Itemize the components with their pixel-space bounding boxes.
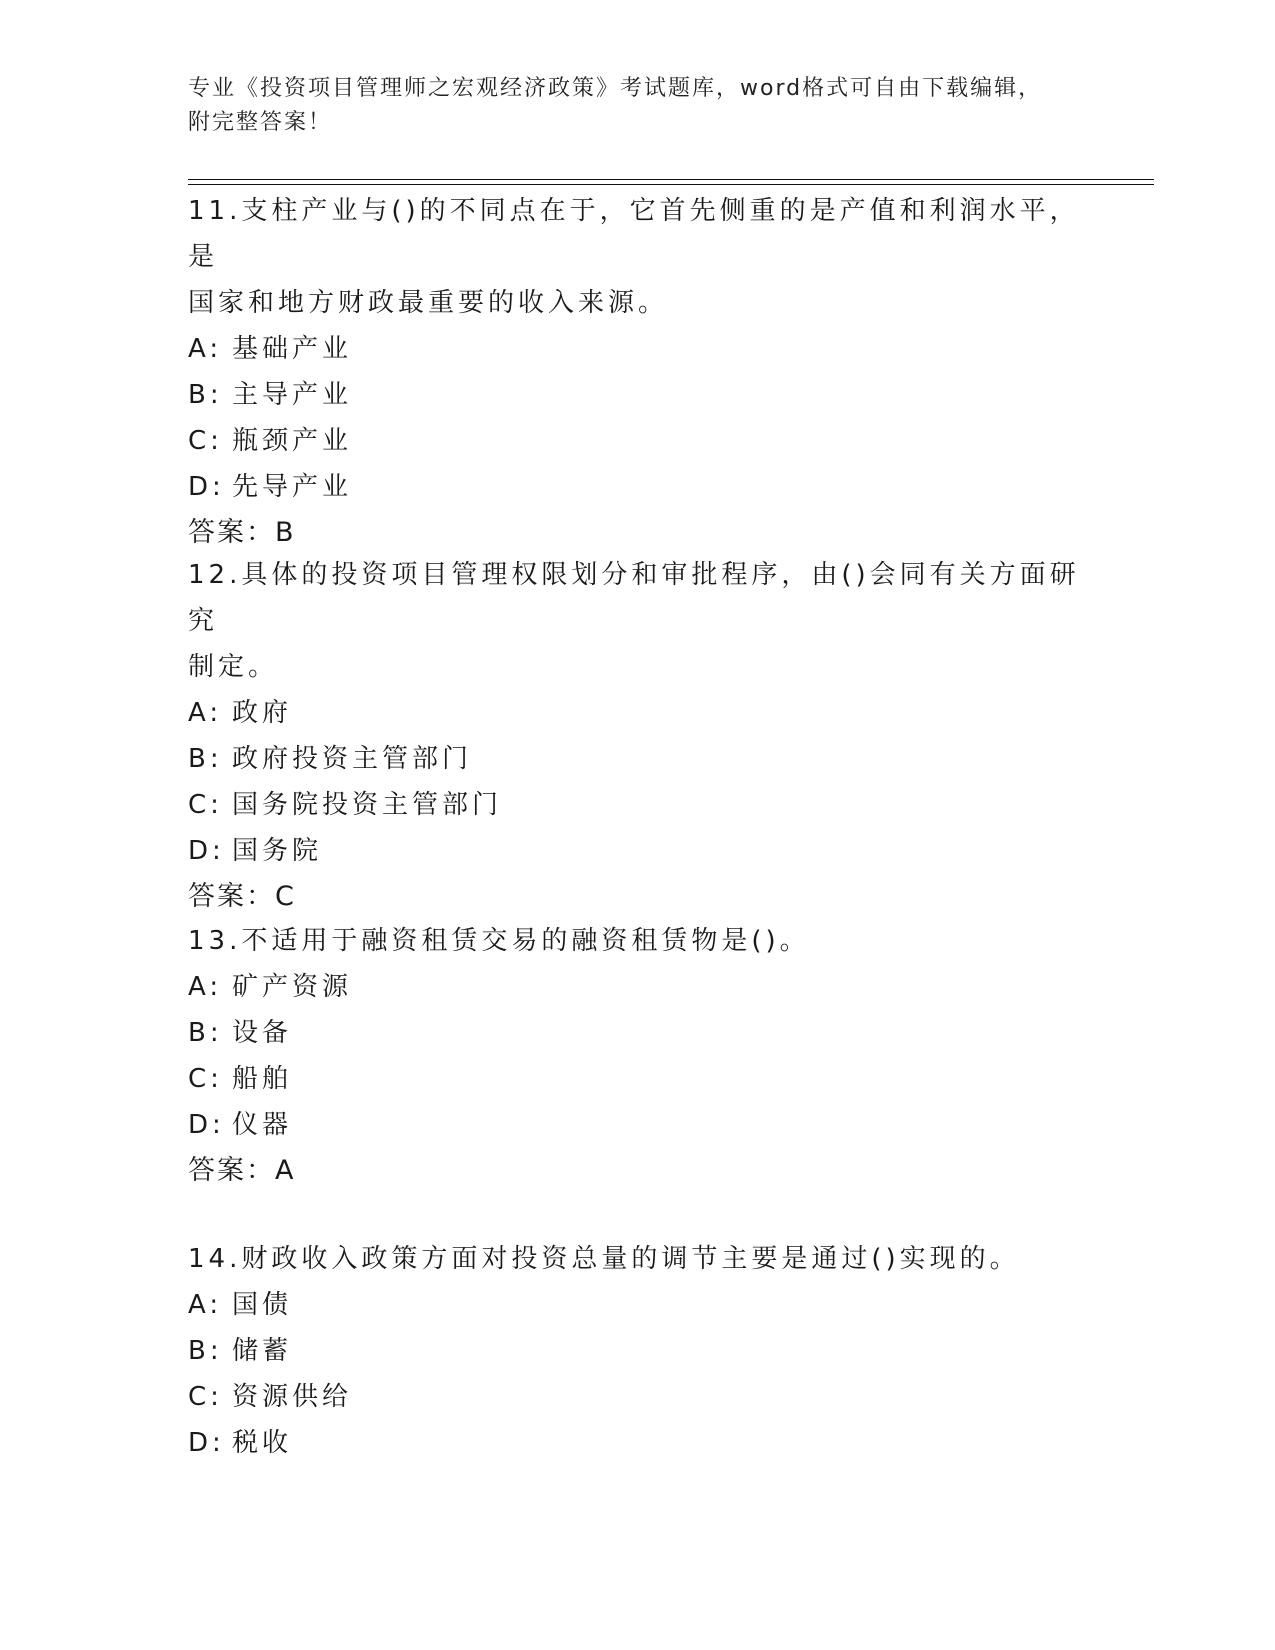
option-text: 国债 xyxy=(232,1290,293,1320)
question-stem-line: 13.不适用于融资租赁交易的融资租赁物是()。 xyxy=(188,926,810,956)
option-letter: C: xyxy=(188,1382,223,1412)
option-text: 主导产业 xyxy=(232,380,353,410)
header-line-1: 专业《投资项目管理师之宏观经济政策》考试题库，word格式可自由下载编辑， xyxy=(188,76,1043,101)
option-a xyxy=(188,1282,1088,1328)
header-divider-bottom xyxy=(188,184,1154,185)
option-letter: D: xyxy=(188,836,225,866)
question-11 xyxy=(188,188,1088,556)
option-b xyxy=(188,1010,1088,1056)
option-a xyxy=(188,690,1088,736)
option-letter: B: xyxy=(188,1336,223,1366)
option-letter: A: xyxy=(188,334,223,364)
option-c xyxy=(188,1374,1088,1420)
header-line-2: 附完整答案！ xyxy=(188,110,333,135)
option-letter: C: xyxy=(188,426,223,456)
option-text: 国务院投资主管部门 xyxy=(232,790,503,820)
header-divider-top xyxy=(188,179,1154,180)
question-stem-line: 14.财政收入政策方面对投资总量的调节主要是通过()实现的。 xyxy=(188,1244,1020,1274)
question-14 xyxy=(188,1236,1088,1466)
option-text: 国务院 xyxy=(232,836,323,866)
question-13 xyxy=(188,918,1088,1194)
option-c xyxy=(188,1056,1088,1102)
question-12 xyxy=(188,552,1088,920)
option-text: 储蓄 xyxy=(232,1336,293,1366)
option-text: 先导产业 xyxy=(232,472,353,502)
option-text: 税收 xyxy=(232,1428,293,1458)
option-text: 瓶颈产业 xyxy=(232,426,353,456)
option-d xyxy=(188,464,1088,510)
option-d xyxy=(188,1102,1088,1148)
question-stem-line: 国家和地方财政最重要的收入来源。 xyxy=(188,288,669,318)
option-b xyxy=(188,372,1088,418)
document-header xyxy=(188,72,1088,140)
option-b xyxy=(188,736,1088,782)
option-letter: A: xyxy=(188,1290,223,1320)
option-a xyxy=(188,964,1088,1010)
option-text: 资源供给 xyxy=(232,1382,353,1412)
option-letter: B: xyxy=(188,1018,223,1048)
option-text: 矿产资源 xyxy=(232,972,353,1002)
answer-line: 答案：A xyxy=(188,1155,296,1186)
option-letter: C: xyxy=(188,790,223,820)
answer-line: 答案：C xyxy=(188,881,296,912)
option-letter: B: xyxy=(188,744,223,774)
option-letter: D: xyxy=(188,1110,225,1140)
option-c xyxy=(188,782,1088,828)
option-d xyxy=(188,828,1088,874)
option-text: 设备 xyxy=(232,1018,293,1048)
option-text: 基础产业 xyxy=(232,334,353,364)
option-c xyxy=(188,418,1088,464)
question-stem-line: 制定。 xyxy=(188,652,279,682)
option-text: 仪器 xyxy=(232,1110,293,1140)
option-letter: A: xyxy=(188,698,223,728)
option-text: 政府投资主管部门 xyxy=(232,744,473,774)
option-text: 船舶 xyxy=(232,1064,293,1094)
option-a xyxy=(188,326,1088,372)
question-stem-line: 11.支柱产业与()的不同点在于，它首先侧重的是产值和利润水平，是 xyxy=(188,196,1080,272)
question-stem-line: 12.具体的投资项目管理权限划分和审批程序，由()会同有关方面研究 xyxy=(188,560,1080,636)
option-letter: C: xyxy=(188,1064,223,1094)
option-b xyxy=(188,1328,1088,1374)
option-letter: A: xyxy=(188,972,223,1002)
option-text: 政府 xyxy=(232,698,293,728)
option-letter: B: xyxy=(188,380,223,410)
option-letter: D: xyxy=(188,472,225,502)
option-d xyxy=(188,1420,1088,1466)
option-letter: D: xyxy=(188,1428,225,1458)
answer-line: 答案：B xyxy=(188,517,296,548)
